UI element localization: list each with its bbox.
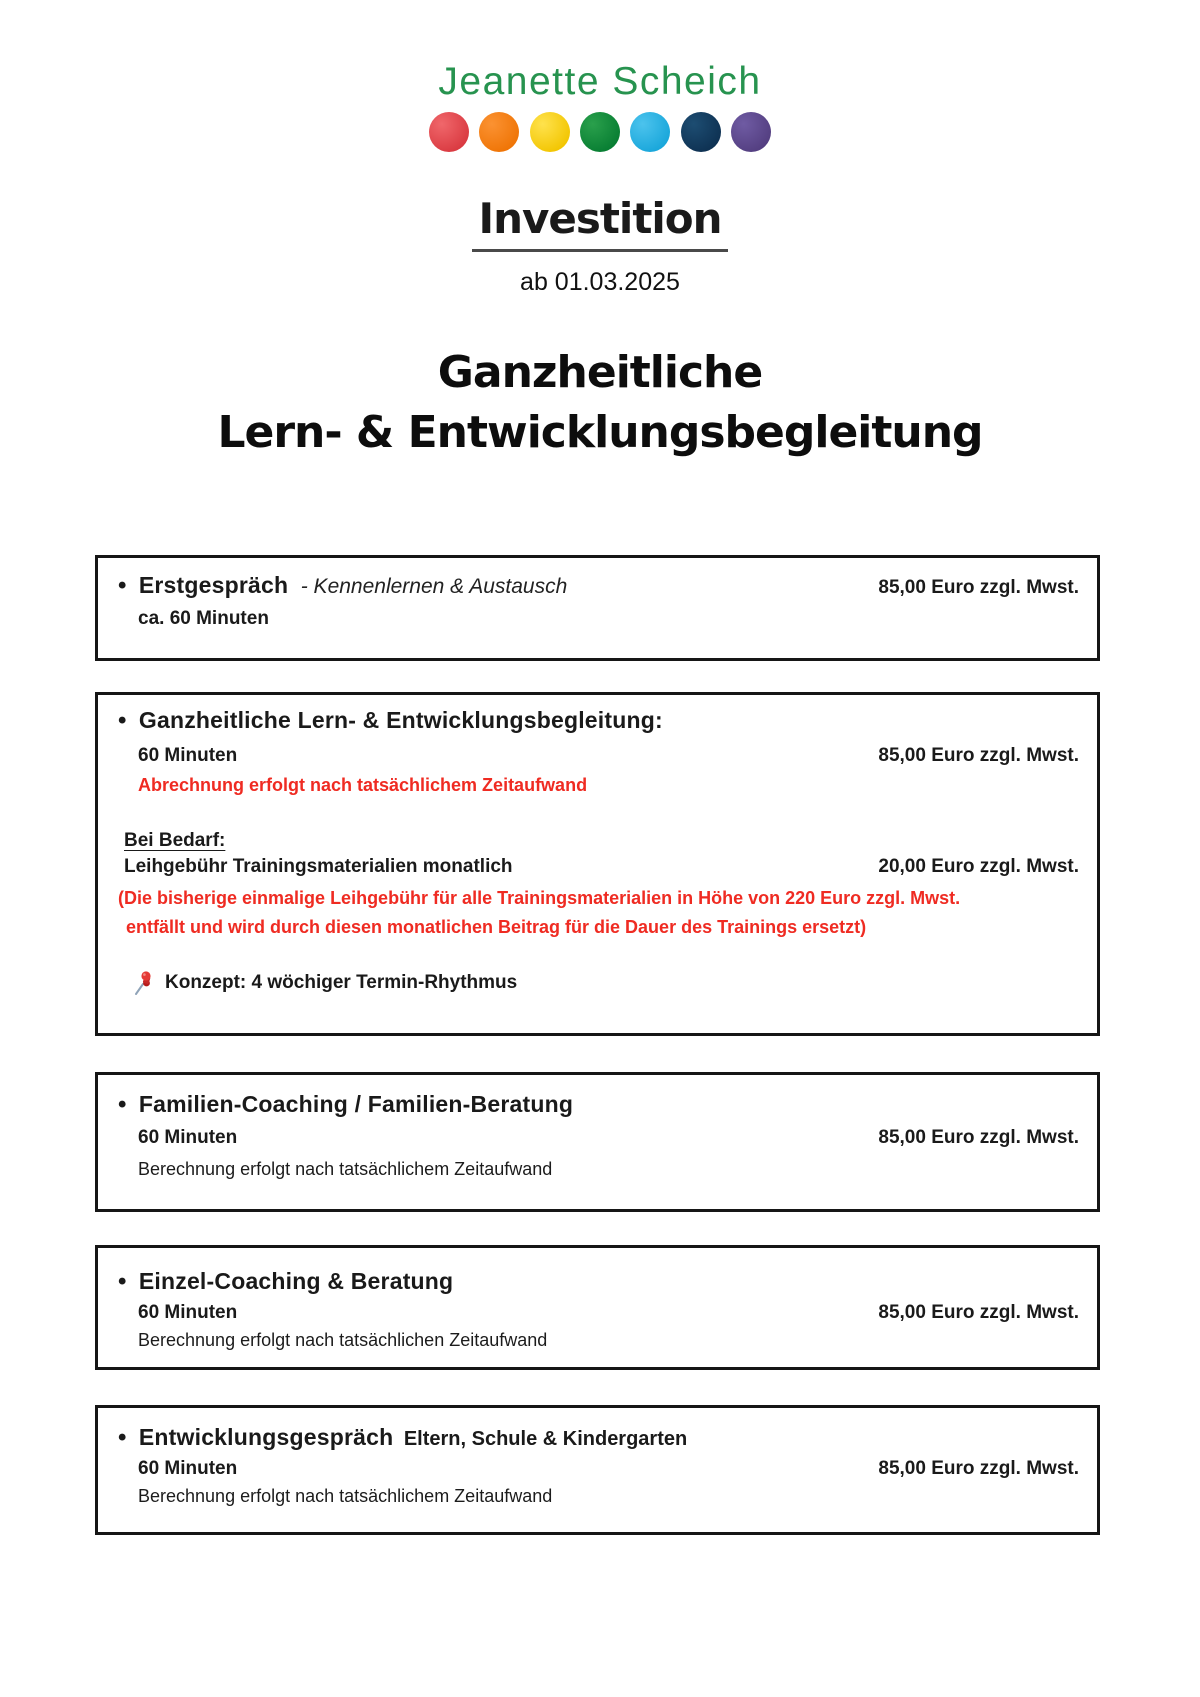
service-duration: 60 Minuten <box>138 745 238 766</box>
service-title: Einzel-Coaching & Beratung <box>138 1268 454 1294</box>
bullet-icon: • <box>118 707 127 734</box>
fee-note-line2: entfällt und wird durch diesen monatlichen Beitrag für die Dauer des Trainings ersetzt) <box>126 917 867 937</box>
logo-dot-purple-icon <box>731 112 771 152</box>
main-heading <box>0 343 1200 463</box>
effective-date: ab 01.03.2025 <box>520 268 680 296</box>
fee-price: 20,00 Euro zzgl. Mwst. <box>878 856 1079 877</box>
service-title: Ganzheitliche Lern- & Entwicklungsbegleitung: <box>138 707 663 733</box>
concept-note: Konzept: 4 wöchiger Termin-Rhythmus <box>165 972 518 993</box>
bullet-icon: • <box>118 572 127 599</box>
logo-dot-navy-icon <box>681 112 721 152</box>
service-price: 85,00 Euro zzgl. Mwst. <box>878 745 1079 766</box>
page-title: Investition <box>472 194 727 252</box>
billing-note: Berechnung erfolgt nach tatsächlichen Zeitaufwand <box>138 1330 548 1350</box>
section-entwicklungsgespraech <box>95 1405 1100 1535</box>
fee-note-line1: (Die bisherige einmalige Leihgebühr für alle Trainingsmaterialien in Höhe von 220 Euro zzgl. Mwst. <box>118 888 961 908</box>
billing-note: Berechnung erfolgt nach tatsächlichem Zeitaufwand <box>138 1486 553 1506</box>
logo-dot-green-icon <box>580 112 620 152</box>
service-duration: 60 Minuten <box>138 1458 238 1479</box>
bullet-icon: • <box>118 1091 127 1118</box>
section-lernbegleitung <box>95 692 1100 1036</box>
service-duration: ca. 60 Minuten <box>138 608 269 629</box>
logo-dots <box>0 112 1200 152</box>
main-heading-line2: Lern- & Entwicklungsbegleitung <box>217 407 983 458</box>
service-price: 85,00 Euro zzgl. Mwst. <box>878 577 1079 598</box>
brand-name: Jeanette Scheich <box>438 60 762 103</box>
bullet-icon: • <box>118 1268 127 1295</box>
service-price: 85,00 Euro zzgl. Mwst. <box>878 1458 1079 1479</box>
service-price: 85,00 Euro zzgl. Mwst. <box>878 1302 1079 1323</box>
billing-note: Berechnung erfolgt nach tatsächlichem Zeitaufwand <box>138 1159 553 1179</box>
main-heading-line1: Ganzheitliche <box>437 347 763 398</box>
service-subtitle: - Kennenlernen & Austausch <box>300 575 568 598</box>
section-familien-coaching <box>95 1072 1100 1212</box>
service-title: Familien-Coaching / Familien-Beratung <box>138 1091 574 1117</box>
pushpin-icon <box>132 970 156 996</box>
page-title-wrap <box>0 194 1200 252</box>
service-price: 85,00 Euro zzgl. Mwst. <box>878 1127 1079 1148</box>
fee-label: Leihgebühr Trainingsmaterialien monatlich <box>124 856 513 877</box>
service-duration: 60 Minuten <box>138 1127 238 1148</box>
logo-dot-orange-icon <box>479 112 519 152</box>
section-einzel-coaching <box>95 1245 1100 1370</box>
logo-dot-yellow-icon <box>530 112 570 152</box>
service-title: Entwicklungsgespräch <box>138 1424 394 1450</box>
bullet-icon: • <box>118 1424 127 1451</box>
section-erstgespraech <box>95 555 1100 661</box>
service-title: Erstgespräch <box>138 572 289 598</box>
billing-note: Abrechnung erfolgt nach tatsächlichem Zeitaufwand <box>138 775 588 795</box>
service-duration: 60 Minuten <box>138 1302 238 1323</box>
logo-dot-cyan-icon <box>630 112 670 152</box>
service-title-suffix: Eltern, Schule & Kindergarten <box>403 1428 688 1450</box>
logo-dot-red-icon <box>429 112 469 152</box>
bei-bedarf-label: Bei Bedarf: <box>124 830 226 851</box>
